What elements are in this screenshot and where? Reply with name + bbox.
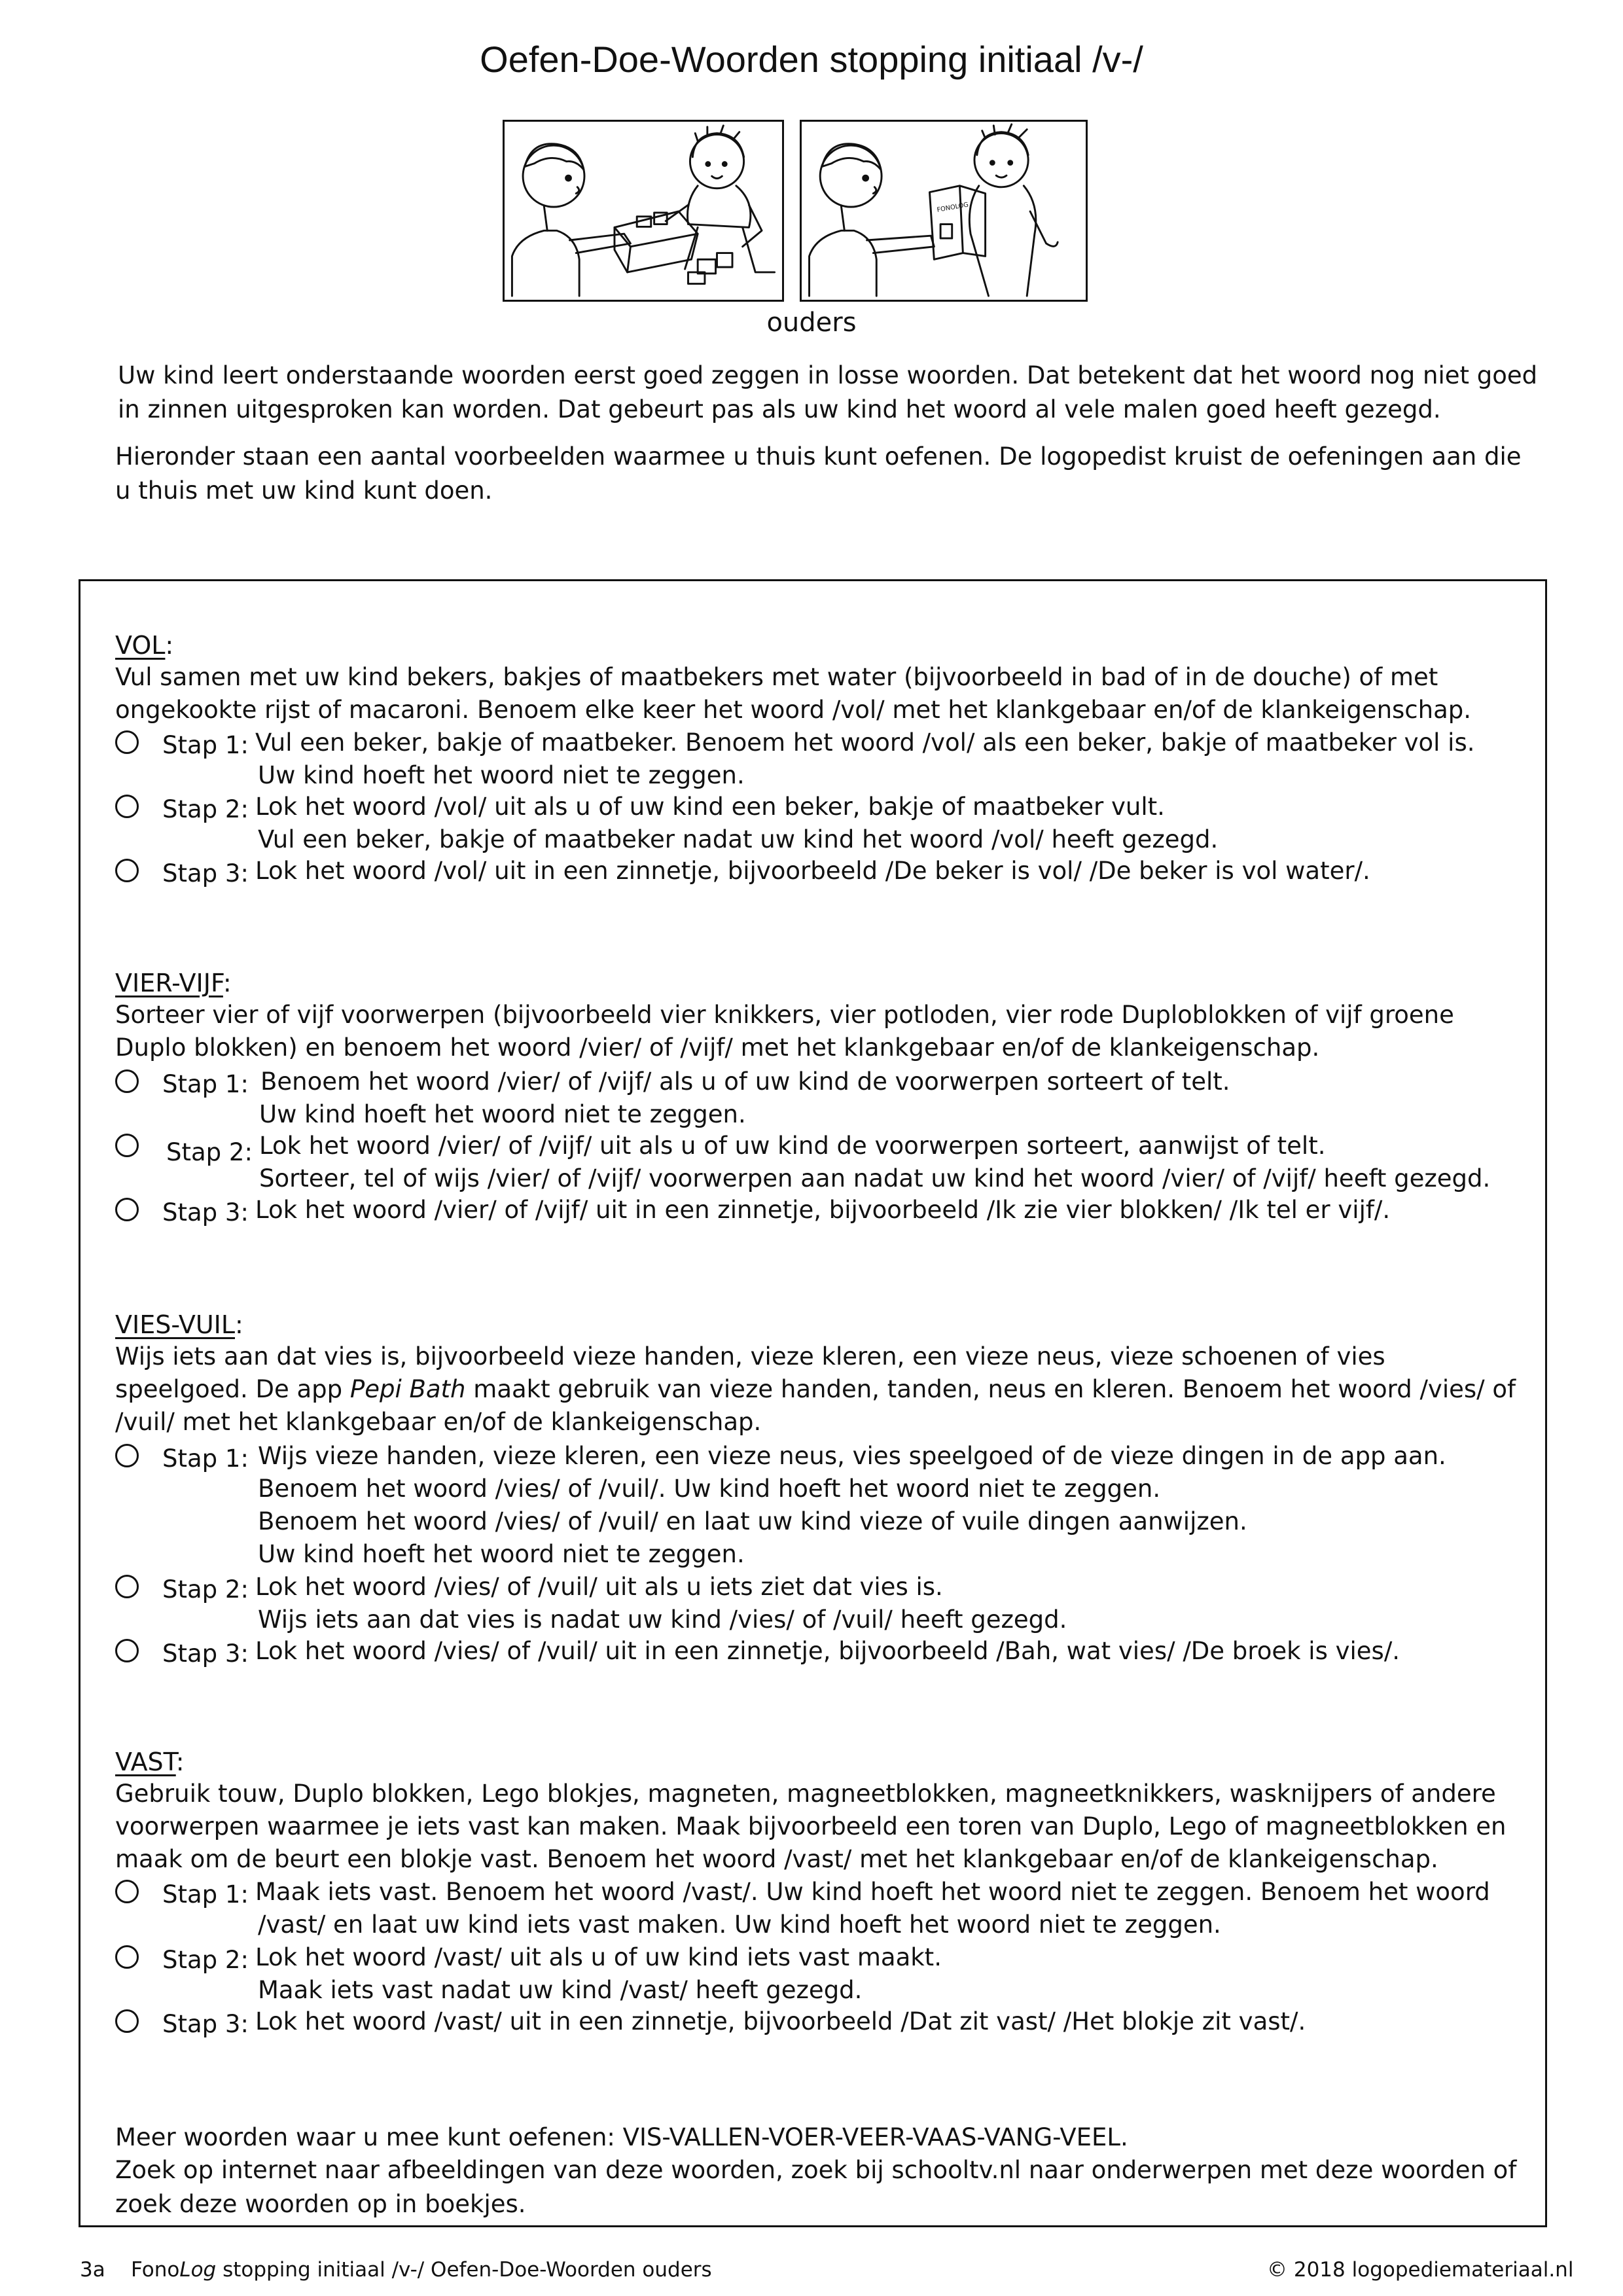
step-text: Benoem het woord /vier/ of /vijf/ als u of uw kind de voorwerpen sorteert of telt. [260, 1067, 1230, 1096]
footer-copyright: © 2018 logopediemateriaal.nl [1267, 2258, 1574, 2282]
step-checkbox[interactable] [115, 859, 139, 882]
audience-caption: ouders [766, 308, 857, 338]
step-text: Lok het woord /vol/ uit als u of uw kind een beker, bakje of maatbeker vult. [255, 793, 1165, 821]
step-label: Stap 2: [162, 795, 249, 823]
section-description-vier-vijf: Sorteer vier of vijf voorwerpen (bijvoorbeeld vier knikkers, vier potloden, vier rode Duploblokken of vijf groene Duplo blokken) en benoem het woord /vier/ of /vijf/ met het klankgebaar en/of de klankeigenschap. [115, 1001, 1454, 1062]
step-checkbox[interactable] [115, 1639, 139, 1662]
footer-page-number: 3a [80, 2258, 105, 2282]
section-description-vol: Vul samen met uw kind bekers, bakjes of maatbekers met water (bijvoorbeeld in bad of in de douche) of met ongekookte rijst of macaroni. Benoem elke keer het woord /vol/ met het klankgebaar en/of de klankeigenschap. [115, 663, 1472, 724]
step-text: Uw kind hoeft het woord niet te zeggen. [259, 1100, 746, 1128]
page-title: Oefen-Doe-Woorden stopping initiaal /v-/ [480, 39, 1143, 80]
step-label: Stap 3: [162, 1198, 249, 1227]
section-description-vast: Gebruik touw, Duplo blokken, Lego blokjes, magneten, magneetblokken, magneetknikkers, wasknijpers of andere voorwerpen waarmee je iets vast kan maken. Maak bijvoorbeeld een toren van Duplo, Lego of magneetblokken en maak om de beurt een blokje vast. Benoem het woord /vast/ met het klankgebaar en/of de klankeigenschap. [115, 1780, 1507, 1873]
step-text: Lok het woord /vol/ uit in een zinnetje, bijvoorbeeld /De beker is vol/ /De beker is vol water/. [255, 857, 1370, 885]
intro-paragraph-2: Hieronder staan een aantal voorbeelden waarmee u thuis kunt oefenen. De logopedist kruist de oefeningen aan die u thuis met uw kind kunt doen. [115, 442, 1522, 505]
illustration-giving-toy-box [503, 120, 784, 302]
step-text: Lok het woord /vier/ of /vijf/ uit als u of uw kind de voorwerpen sorteert, aanwijst of telt. [259, 1132, 1326, 1160]
step-text: Sorteer, tel of wijs /vier/ of /vijf/ voorwerpen aan nadat uw kind het woord /vier/ of /vijf/ heeft gezegd. [259, 1164, 1491, 1193]
step-label: Stap 1: [162, 1444, 249, 1473]
step-checkbox[interactable] [115, 1069, 139, 1093]
step-text: Vul een beker, bakje of maatbeker. Benoem het woord /vol/ als een beker, bakje of maatbeker vol is. [255, 728, 1475, 757]
step-label: Stap 1: [162, 1880, 249, 1909]
step-checkbox[interactable] [115, 1444, 139, 1467]
step-label: Stap 3: [162, 2010, 249, 2038]
step-text: Maak iets vast nadat uw kind /vast/ heeft gezegd. [258, 1976, 863, 2004]
step-label: Stap 3: [162, 859, 249, 888]
step-text: Wijs vieze handen, vieze kleren, een vieze neus, vies speelgoed of de vieze dingen in de app aan. [258, 1442, 1446, 1470]
step-text: Lok het woord /vast/ uit in een zinnetje, bijvoorbeeld /Dat zit vast/ /Het blokje zit vast/. [255, 2007, 1306, 2036]
step-text: Benoem het woord /vies/ of /vuil/ en laat uw kind vieze of vuile dingen aanwijzen. [258, 1507, 1247, 1535]
illustration-giving-book [800, 120, 1088, 302]
step-checkbox[interactable] [115, 2009, 139, 2033]
step-checkbox[interactable] [115, 1945, 139, 1969]
step-text: Lok het woord /vies/ of /vuil/ uit als u iets ziet dat vies is. [255, 1573, 943, 1601]
intro-paragraph-1: Uw kind leert onderstaande woorden eerst goed zeggen in losse woorden. Dat betekent dat het woord nog niet goed in zinnen uitgesproken kan worden. Dat gebeurt pas als uw kind het woord al vele malen goed heeft gezegd. [118, 361, 1538, 423]
step-label: Stap 2: [162, 1946, 249, 1974]
section-title-vies-vuil: VIES-VUIL: [115, 1310, 243, 1339]
section-description-vies-vuil: Wijs iets aan dat vies is, bijvoorbeeld vieze handen, vieze kleren, een vieze neus, vieze schoenen of vies speelgoed. De app Pepi Bath maakt gebruik van vieze handen, tanden, neus en kleren. Benoem het woord /vies/ of /vuil/ met het klankgebaar en/of de klankeigenschap. [115, 1342, 1516, 1436]
step-text: Wijs iets aan dat vies is nadat uw kind /vies/ of /vuil/ heeft gezegd. [258, 1605, 1067, 1634]
step-checkbox[interactable] [115, 795, 139, 818]
step-checkbox[interactable] [115, 730, 139, 754]
step-label: Stap 2: [162, 1575, 249, 1604]
step-text: Maak iets vast. Benoem het woord /vast/. Uw kind hoeft het woord niet te zeggen. Benoem het woord [255, 1878, 1490, 1906]
step-text: Benoem het woord /vies/ of /vuil/. Uw kind hoeft het woord niet te zeggen. [258, 1475, 1161, 1503]
step-text: Vul een beker, bakje of maatbeker nadat uw kind het woord /vol/ heeft gezegd. [258, 825, 1219, 853]
section-title-vier-vijf: VIER-VIJF: [115, 969, 232, 997]
more-words-tips: Zoek op internet naar afbeeldingen van deze woorden, zoek bij schooltv.nl naar onderwerpen met deze woorden of zoek deze woorden op in boekjes. [115, 2156, 1517, 2218]
step-label: Stap 1: [162, 731, 249, 759]
footer-doc-title: FonoLog stopping initiaal /v-/ Oefen-Doe-Woorden ouders [131, 2258, 712, 2282]
step-text: /vast/ en laat uw kind iets vast maken. Uw kind hoeft het woord niet te zeggen. [258, 1910, 1221, 1939]
step-text: Uw kind hoeft het woord niet te zeggen. [258, 761, 745, 789]
step-checkbox[interactable] [115, 1880, 139, 1903]
step-label: Stap 1: [162, 1070, 249, 1098]
step-label: Stap 2: [166, 1138, 253, 1166]
step-text: Uw kind hoeft het woord niet te zeggen. [258, 1540, 745, 1568]
section-title-vol: VOL: [115, 631, 174, 660]
step-label: Stap 3: [162, 1640, 249, 1668]
more-words-line: Meer woorden waar u mee kunt oefenen: VIS-VALLEN-VOER-VEER-VAAS-VANG-VEEL. [115, 2123, 1128, 2151]
step-text: Lok het woord /vast/ uit als u of uw kind iets vast maakt. [255, 1943, 942, 1971]
step-text: Lok het woord /vier/ of /vijf/ uit in een zinnetje, bijvoorbeeld /Ik zie vier blokken/ /Ik tel er vijf/. [255, 1196, 1391, 1224]
step-checkbox[interactable] [115, 1198, 139, 1221]
step-checkbox[interactable] [115, 1134, 139, 1157]
book-cover-text: FONOLOG [936, 201, 969, 214]
step-checkbox[interactable] [115, 1575, 139, 1598]
section-title-vast: VAST: [115, 1748, 185, 1776]
step-text: Lok het woord /vies/ of /vuil/ uit in een zinnetje, bijvoorbeeld /Bah, wat vies/ /De broek is vies/. [255, 1637, 1400, 1665]
